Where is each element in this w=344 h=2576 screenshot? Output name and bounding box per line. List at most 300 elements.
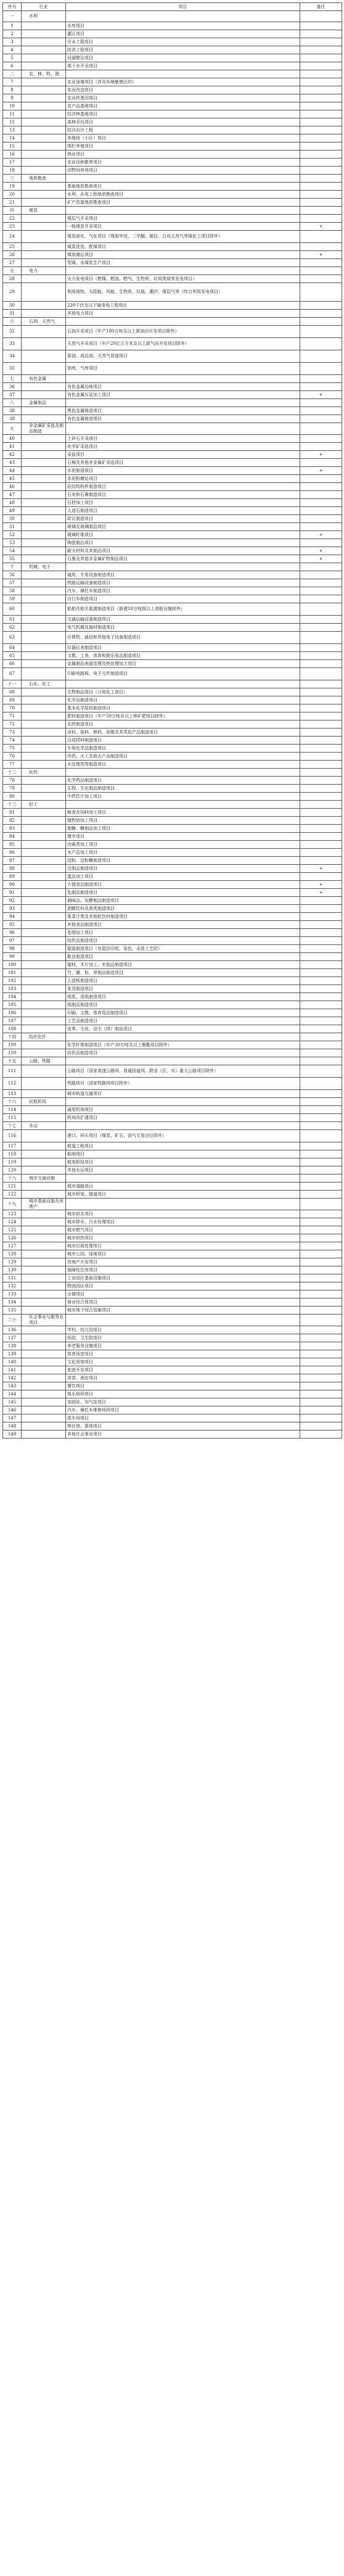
row-note — [300, 338, 342, 350]
row-industry — [22, 603, 66, 616]
row-industry — [22, 913, 66, 921]
row-number: 124 — [3, 1218, 22, 1226]
row-industry — [22, 1242, 66, 1250]
row-item: 城市桥梁、隧道项目 — [66, 1191, 300, 1199]
row-number: 45 — [3, 475, 22, 483]
row-note — [300, 1218, 342, 1226]
row-note — [300, 1114, 342, 1122]
table-row — [3, 151, 342, 159]
row-industry: 金属制品 — [22, 399, 66, 407]
row-industry — [22, 159, 66, 167]
row-industry: 地质勘查 — [22, 175, 66, 183]
row-industry — [22, 1183, 66, 1191]
row-item: 文化场馆项目 — [66, 1358, 300, 1366]
table-row — [3, 1049, 342, 1057]
row-industry — [22, 1358, 66, 1366]
row-number: 122 — [3, 1191, 22, 1199]
row-industry — [22, 729, 66, 737]
row-number: 132 — [3, 1282, 22, 1290]
table-row — [3, 1142, 342, 1150]
table-row — [3, 969, 342, 977]
table-row — [3, 1290, 342, 1298]
row-item: 城市供水项目 — [66, 1210, 300, 1218]
table-row — [3, 1234, 342, 1242]
row-item: 方便食品制造项目 — [66, 881, 300, 889]
row-item: 化学纤维制造项目（年产30万吨及以上聚酯项目除外） — [66, 1041, 300, 1049]
row-note — [300, 579, 342, 587]
row-item: 城市燃气项目 — [66, 1226, 300, 1234]
row-number: 36 — [3, 383, 22, 391]
row-industry — [22, 857, 66, 865]
row-item — [66, 11, 300, 22]
table-row — [3, 737, 342, 745]
row-note — [300, 849, 342, 857]
row-item: 船闸项目 — [66, 1150, 300, 1158]
row-note — [300, 1166, 342, 1174]
row-industry — [22, 761, 66, 769]
row-item: 电气机械及器材制造项目 — [66, 624, 300, 632]
row-item: 工业园区基础设施项目 — [66, 1274, 300, 1282]
row-industry — [22, 1218, 66, 1226]
row-number: 104 — [3, 993, 22, 1001]
row-number: 29 — [3, 283, 22, 302]
table-row — [3, 889, 342, 897]
category-row — [3, 563, 342, 571]
row-number: 51 — [3, 523, 22, 531]
row-item: 航电枢纽项目 — [66, 1158, 300, 1166]
header-note: 备注 — [300, 3, 342, 11]
row-note: + — [300, 223, 342, 231]
row-note — [300, 30, 342, 38]
table-row — [3, 539, 342, 547]
row-number: 十七 — [3, 1122, 22, 1130]
row-industry: 社会事业与服务业项目 — [22, 1315, 66, 1326]
row-number: 148 — [3, 1422, 22, 1430]
row-number: 十六 — [3, 1098, 22, 1106]
row-item: 医院、卫生院项目 — [66, 1334, 300, 1342]
row-number: 十八 — [3, 1174, 22, 1183]
row-note: + — [300, 555, 342, 563]
row-industry — [22, 30, 66, 38]
row-industry: 纺织化纤 — [22, 1033, 66, 1041]
row-industry — [22, 199, 66, 207]
row-item: 土砂石开采项目 — [66, 435, 300, 443]
row-number: 18 — [3, 167, 22, 175]
category-row — [3, 1122, 342, 1130]
category-row — [3, 423, 342, 435]
row-industry — [22, 259, 66, 267]
row-item — [66, 1098, 300, 1106]
table-row — [3, 945, 342, 953]
row-number: 95 — [3, 921, 22, 929]
row-number: 28 — [3, 275, 22, 283]
row-number: 14 — [3, 134, 22, 142]
row-item — [66, 175, 300, 183]
table-row — [3, 913, 342, 921]
row-item — [66, 207, 300, 215]
row-number: 66 — [3, 660, 22, 668]
row-number: 94 — [3, 913, 22, 921]
row-note — [300, 1158, 342, 1166]
row-note — [300, 769, 342, 777]
row-number: 82 — [3, 817, 22, 825]
table-row — [3, 118, 342, 126]
row-industry: 轻工 — [22, 801, 66, 809]
row-note — [300, 175, 342, 183]
row-number: 27 — [3, 259, 22, 267]
row-item: 黑色金属铸造项目 — [66, 407, 300, 415]
row-item: 竹、藤、棕、草制品制造项目 — [66, 969, 300, 977]
row-industry — [22, 1250, 66, 1258]
row-number: 80 — [3, 793, 22, 801]
row-industry — [22, 46, 66, 54]
row-item: 采盐项目 — [66, 451, 300, 459]
row-number: 96 — [3, 929, 22, 937]
row-note — [300, 1422, 342, 1430]
category-row — [3, 11, 342, 22]
row-item — [66, 70, 300, 78]
table-header-row — [3, 3, 342, 11]
table-row — [3, 595, 342, 603]
row-item: 肥料制造项目（年产50万吨及以上钾矿肥项目除外） — [66, 712, 300, 720]
row-item: 汽车、摩托车维修场所项目 — [66, 1406, 300, 1414]
row-industry — [22, 435, 66, 443]
row-item: 淀粉、淀粉糖制造项目 — [66, 857, 300, 865]
row-industry — [22, 905, 66, 913]
row-note — [300, 110, 342, 118]
row-item: 火力发电项目（燃煤、燃油、燃气、生物质、垃圾焚烧等发电项目） — [66, 275, 300, 283]
table-row — [3, 1158, 342, 1166]
row-number: 6 — [3, 62, 22, 70]
row-item: 乳制品制造项目 — [66, 889, 300, 897]
row-item: 调味品、发酵制品制造项目 — [66, 897, 300, 905]
row-item: 仪器仪表制造项目 — [66, 644, 300, 652]
row-number: 59 — [3, 595, 22, 603]
row-industry — [22, 1374, 66, 1382]
row-number: 100 — [3, 961, 22, 969]
row-number: 3 — [3, 38, 22, 46]
row-note — [300, 11, 342, 22]
row-note — [300, 1282, 342, 1290]
row-industry — [22, 251, 66, 259]
row-note — [300, 761, 342, 769]
row-note — [300, 1122, 342, 1130]
row-item: 水泥制造项目 — [66, 467, 300, 475]
table-row — [3, 231, 342, 243]
row-note — [300, 399, 342, 407]
row-number: 130 — [3, 1266, 22, 1274]
row-industry — [22, 126, 66, 134]
row-item — [66, 423, 300, 435]
row-item: 果菜汁类及其他软饮料制造项目 — [66, 913, 300, 921]
table-row — [3, 825, 342, 833]
table-row — [3, 1350, 342, 1358]
row-note — [300, 680, 342, 688]
row-number: 128 — [3, 1250, 22, 1258]
table-row — [3, 142, 342, 151]
row-number: 55 — [3, 555, 22, 563]
table-row — [3, 632, 342, 644]
table-row — [3, 841, 342, 849]
row-note — [300, 833, 342, 841]
row-note: + — [300, 451, 342, 459]
row-note — [300, 1258, 342, 1266]
row-number: 十九 — [3, 1199, 22, 1210]
table-row — [3, 1342, 342, 1350]
row-number: 88 — [3, 865, 22, 873]
row-industry — [22, 62, 66, 70]
table-row — [3, 1001, 342, 1009]
row-number: 98 — [3, 945, 22, 953]
row-industry: 城市交通设施 — [22, 1174, 66, 1183]
row-number: 76 — [3, 753, 22, 761]
row-number: 119 — [3, 1158, 22, 1166]
row-note — [300, 1210, 342, 1218]
table-row — [3, 475, 342, 483]
row-industry — [22, 1041, 66, 1049]
row-number: 87 — [3, 857, 22, 865]
row-item: 农业垦殖项目（涉及环境敏感区的） — [66, 78, 300, 86]
row-note — [300, 407, 342, 415]
row-note — [300, 1090, 342, 1098]
row-item: 农业转基因项目 — [66, 94, 300, 102]
row-industry — [22, 1166, 66, 1174]
row-industry — [22, 499, 66, 507]
row-number: 25 — [3, 243, 22, 251]
row-item: 基本化学原料制造项目 — [66, 704, 300, 712]
table-row — [3, 110, 342, 118]
row-note: + — [300, 391, 342, 399]
table-row — [3, 985, 342, 993]
row-number: 114 — [3, 1106, 22, 1114]
row-industry — [22, 483, 66, 491]
table-row — [3, 126, 342, 134]
row-note — [300, 777, 342, 785]
row-industry — [22, 407, 66, 415]
table-body — [3, 11, 342, 1439]
row-number: 58 — [3, 587, 22, 595]
row-note: + — [300, 865, 342, 873]
row-industry — [22, 391, 66, 399]
row-number: 68 — [3, 688, 22, 696]
row-number: 71 — [3, 712, 22, 720]
row-note — [300, 1274, 342, 1282]
row-number: 89 — [3, 873, 22, 881]
row-item — [66, 1057, 300, 1065]
category-row — [3, 1057, 342, 1065]
row-number: 145 — [3, 1398, 22, 1406]
row-number: 67 — [3, 668, 22, 680]
row-industry — [22, 1009, 66, 1017]
row-note — [300, 199, 342, 207]
row-note — [300, 720, 342, 729]
row-item: 其他水运项目 — [66, 1166, 300, 1174]
row-number: 97 — [3, 937, 22, 945]
category-row — [3, 207, 342, 215]
row-industry — [22, 849, 66, 857]
table-row — [3, 531, 342, 539]
row-note — [300, 102, 342, 110]
row-number: 110 — [3, 1049, 22, 1057]
row-note — [300, 905, 342, 913]
row-number: 7 — [3, 78, 22, 86]
row-note — [300, 785, 342, 793]
table-row — [3, 616, 342, 624]
row-number: 111 — [3, 1065, 22, 1078]
table-row — [3, 785, 342, 793]
row-item: 城市排水、污水处理项目 — [66, 1218, 300, 1226]
row-item: 一般煤炭开采项目 — [66, 223, 300, 231]
row-item: 砖瓦制造项目 — [66, 515, 300, 523]
row-note — [300, 1298, 342, 1307]
row-industry — [22, 632, 66, 644]
row-note — [300, 94, 342, 102]
row-note — [300, 1226, 342, 1234]
row-industry — [22, 652, 66, 660]
row-note — [300, 183, 342, 191]
row-industry — [22, 555, 66, 563]
row-note — [300, 275, 342, 283]
row-industry — [22, 459, 66, 467]
row-industry — [22, 1290, 66, 1298]
row-number: 10 — [3, 102, 22, 110]
row-industry — [22, 110, 66, 118]
table-row — [3, 283, 342, 302]
row-number: 72 — [3, 720, 22, 729]
table-row — [3, 22, 342, 30]
header-industry: 行业 — [22, 3, 66, 11]
row-number: 9 — [3, 94, 22, 102]
row-industry — [22, 1065, 66, 1078]
row-industry — [22, 1158, 66, 1166]
row-item: 基础地质勘查项目 — [66, 183, 300, 191]
row-industry — [22, 102, 66, 110]
row-item: 鞋业制造项目 — [66, 953, 300, 961]
row-note — [300, 499, 342, 507]
row-note — [300, 1326, 342, 1334]
row-item: 合成材料制造项目 — [66, 737, 300, 745]
row-item: 防洪工程项目 — [66, 46, 300, 54]
row-number: 74 — [3, 737, 22, 745]
row-industry — [22, 579, 66, 587]
row-item: 旅游开发项目 — [66, 1366, 300, 1374]
row-item: 餐饮项目 — [66, 1382, 300, 1390]
row-number: 一 — [3, 11, 22, 22]
table-row — [3, 1166, 342, 1174]
table-row — [3, 467, 342, 475]
row-item: 城市道路项目 — [66, 1183, 300, 1191]
category-row — [3, 1315, 342, 1326]
row-item: 农产品基地项目 — [66, 102, 300, 110]
category-row — [3, 375, 342, 383]
row-number: 109 — [3, 1041, 22, 1049]
row-industry — [22, 547, 66, 555]
row-number: 1 — [3, 22, 22, 30]
table-row — [3, 579, 342, 587]
row-number: 73 — [3, 729, 22, 737]
row-item: 商业综合体项目 — [66, 1298, 300, 1307]
row-item: 植物油加工项目 — [66, 817, 300, 825]
row-item: 纸制品制造项目 — [66, 1001, 300, 1009]
row-industry — [22, 183, 66, 191]
row-note — [300, 1234, 342, 1242]
row-item: 经济林基地项目 — [66, 110, 300, 118]
row-note — [300, 1350, 342, 1358]
row-item: 皮革、毛皮、羽毛（绒）制品项目 — [66, 1025, 300, 1033]
row-industry — [22, 1226, 66, 1234]
row-industry — [22, 1430, 66, 1439]
row-item: 原油、成品油、天然气管道项目 — [66, 350, 300, 363]
row-number: 30 — [3, 302, 22, 310]
row-industry — [22, 587, 66, 595]
row-note — [300, 595, 342, 603]
table-row — [3, 1183, 342, 1191]
row-industry — [22, 737, 66, 745]
table-row — [3, 523, 342, 531]
row-number: 113 — [3, 1090, 22, 1098]
row-number: 147 — [3, 1414, 22, 1422]
row-industry — [22, 151, 66, 159]
row-industry: 机械、电子 — [22, 563, 66, 571]
table-row — [3, 729, 342, 737]
row-industry — [22, 889, 66, 897]
row-number: 116 — [3, 1130, 22, 1142]
row-item — [66, 267, 300, 275]
row-note — [300, 953, 342, 961]
table-row — [3, 865, 342, 873]
row-industry — [22, 745, 66, 753]
row-item: 娱乐场所项目 — [66, 1390, 300, 1398]
row-number: 106 — [3, 1009, 22, 1017]
row-number: 63 — [3, 632, 22, 644]
table-row — [3, 30, 342, 38]
table-row — [3, 1282, 342, 1290]
row-industry — [22, 243, 66, 251]
row-note — [300, 491, 342, 499]
row-note — [300, 937, 342, 945]
row-industry: 石化、化工 — [22, 680, 66, 688]
row-number: 三 — [3, 175, 22, 183]
row-note — [300, 1315, 342, 1326]
table-row — [3, 102, 342, 110]
row-number: 139 — [3, 1350, 22, 1358]
table-row — [3, 391, 342, 399]
row-number: 108 — [3, 1025, 22, 1033]
row-industry — [22, 1142, 66, 1150]
row-industry — [22, 688, 66, 696]
row-item — [66, 1122, 300, 1130]
row-number: 144 — [3, 1390, 22, 1398]
row-item: 河湖整治项目 — [66, 54, 300, 62]
row-industry — [22, 1150, 66, 1158]
row-item: 家具制造项目 — [66, 985, 300, 993]
table-row — [3, 1422, 342, 1430]
table-row — [3, 1398, 342, 1406]
row-item: 天然气开采项目（年产20亿立方米及以上新气田开发项目除外） — [66, 338, 300, 350]
row-number: 35 — [3, 363, 22, 375]
table-row — [3, 1065, 342, 1078]
row-industry — [22, 1414, 66, 1422]
row-number: 146 — [3, 1406, 22, 1414]
row-number: 24 — [3, 231, 22, 243]
row-note — [300, 151, 342, 159]
row-industry — [22, 302, 66, 310]
row-note — [300, 745, 342, 753]
row-number: 123 — [3, 1210, 22, 1218]
row-industry — [22, 191, 66, 199]
row-note — [300, 737, 342, 745]
row-number: 102 — [3, 977, 22, 985]
